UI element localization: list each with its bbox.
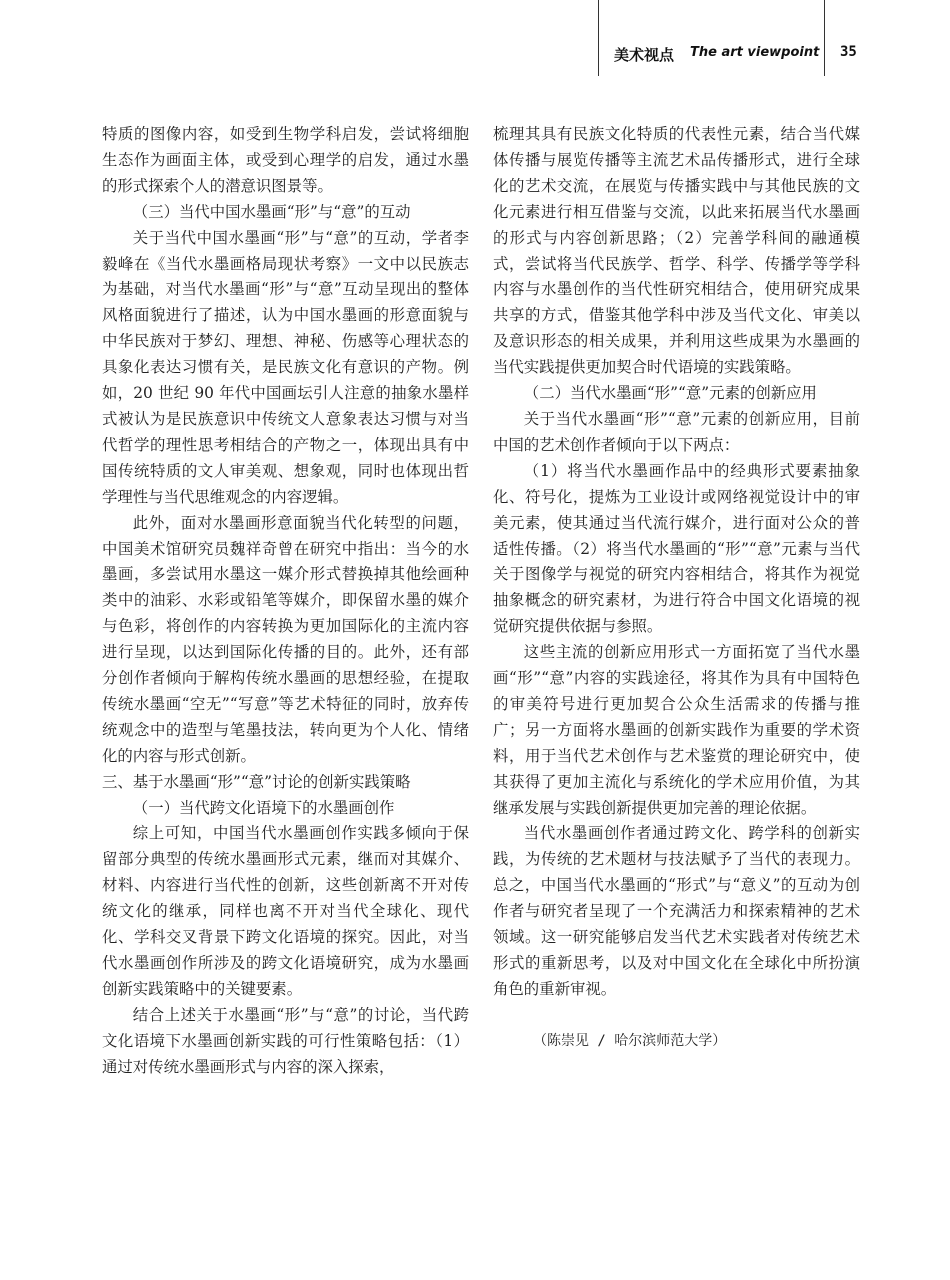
- header-rule-right: [824, 0, 825, 76]
- subsection-heading: （三）当代中国水墨画“形”与“意”的互动: [132, 202, 411, 221]
- paragraph: 此外，面对水墨画形意面貌当代化转型的问题，中国美术馆研究员魏祥奇曾在研究中指出：当今的水墨画，多尝试用水墨这一媒介形式替换掉其他绘画种类中的油彩、水彩或铅笔等媒介，即保留水墨的媒介与色彩，将创作的内容转换为更加国际化的主流内容进行呈现，以达到国际化传播的目的。此外，还有部分创作者倾向于解构传统水墨画的思想经验，在提取传统水墨画“空无”“写意”等艺术特征的同时，放弃传统观念中的造型与笔墨技法，转向更为个人化、情绪化的内容与形式创新。: [102, 513, 469, 765]
- section-title-cn: 美术视点: [614, 46, 675, 64]
- paragraph: 综上可知，中国当代水墨画创作实践多倾向于保留部分典型的传统水墨画形式元素，继而对其媒介、材料、内容进行当代性的创新，这些创新离不开对传统文化的继承，同样也离不开对当代全球化、现代化、学科交叉背景下跨文化语境的探究。因此，对当代水墨画创作所涉及的跨文化语境研究，成为水墨画创新实践策略中的关键要素。: [102, 824, 469, 998]
- subsection-heading: （二）当代水墨画“形”“意”元素的创新应用: [523, 384, 817, 403]
- author-affiliation: （陈崇见 / 哈尔滨师范大学）: [533, 1032, 727, 1049]
- section-title-en: The art viewpoint: [690, 45, 820, 60]
- paragraph: 当代水墨画创作者通过跨文化、跨学科的创新实践，为传统的艺术题材与技法赋予了当代的表现力。总之，中国当代水墨画的“形式”与“意义”的互动为创作者与研究者呈现了一个充满活力和探索精神的艺术领域。这一研究能够启发当代艺术实践者对传统艺术形式的重新思考，以及对中国文化在全球化中所扮演角色的重新审视。: [493, 824, 860, 998]
- paragraph: 结合上述关于水墨画“形”与“意”的讨论，当代跨文化语境下水墨画创新实践的可行性策略包括：（1）通过对传统水墨画形式与内容的深入探索，: [102, 1005, 469, 1076]
- paragraph: 梳理其具有民族文化特质的代表性元素，结合当代媒体传播与展览传播等主流艺术品传播形式，进行全球化的艺术交流，在展览与传播实践中与其他民族的文化元素进行相互借鉴与交流，以此来拓展当代水墨画的形式与内容创新思路；（2）完善学科间的融通模式，尝试将当代民族学、哲学、科学、传播学等学科内容与水墨创作的当代性研究相结合，使用研究成果共享的方式，借鉴其他学科中涉及当代文化、审美以及意识形态的相关成果，并利用这些成果为水墨画的当代实践提供更加契合时代语境的实践策略。: [493, 125, 860, 377]
- paragraph: （1）将当代水墨画作品中的经典形式要素抽象化、符号化，提炼为工业设计或网络视觉设计中的审美元素，使其通过当代流行媒介，进行面对公众的普适性传播。（2）将当代水墨画的“形”“意”元素与当代关于图像学与视觉的研究内容相结合，将其作为视觉抽象概念的研究素材，为进行符合中国文化语境的视觉研究提供依据与参照。: [493, 461, 860, 636]
- paragraph: 关于当代中国水墨画“形”与“意”的互动，学者李毅峰在《当代水墨画格局现状考察》一文中以民族志为基础，对当代水墨画“形”与“意”互动呈现出的整体风格面貌进行了描述，认为中国水墨画的形意面貌与中华民族对于梦幻、理想、神秘、伤感等心理状态的具象化表达习惯有关，是民族文化有意识的产物。例如，20 世纪 90 年代中国画坛引人注意的抽象水墨样式被认为是民族意识中传统文人意象表达习惯与对当代哲学的理性思考相结合的产物之一，体现出具有中国传统特质的文人审美观、想象观，同时也体现出哲学理性与当代思维观念的内容逻辑。: [102, 228, 469, 506]
- paragraph: 这些主流的创新应用形式一方面拓宽了当代水墨画“形”“意”内容的实践途径，将其作为具有中国特色的审美符号进行更加契合公众生活需求的传播与推广；另一方面将水墨画的创新实践作为重要的学术资料，用于当代艺术创作与艺术鉴赏的理论研究中，使其获得了更加主流化与系统化的学术应用价值，为其继承发展与实践创新提供更加完善的理论依据。: [493, 643, 860, 817]
- header-rule-left: [598, 0, 599, 76]
- subsection-heading: （一）当代跨文化语境下的水墨画创作: [132, 798, 395, 817]
- right-column: [493, 122, 860, 1055]
- section-heading: 三、基于水墨画“形”“意”讨论的创新实践策略: [102, 772, 411, 791]
- paragraph: 特质的图像内容，如受到生物学科启发，尝试将细胞生态作为画面主体，或受到心理学的启发，通过水墨的形式探索个人的潜意识图景等。: [102, 125, 469, 195]
- page-number: 35: [840, 44, 857, 60]
- paragraph: 关于当代水墨画“形”“意”元素的创新应用，目前中国的艺术创作者倾向于以下两点：: [493, 409, 860, 454]
- left-column: [102, 122, 469, 1081]
